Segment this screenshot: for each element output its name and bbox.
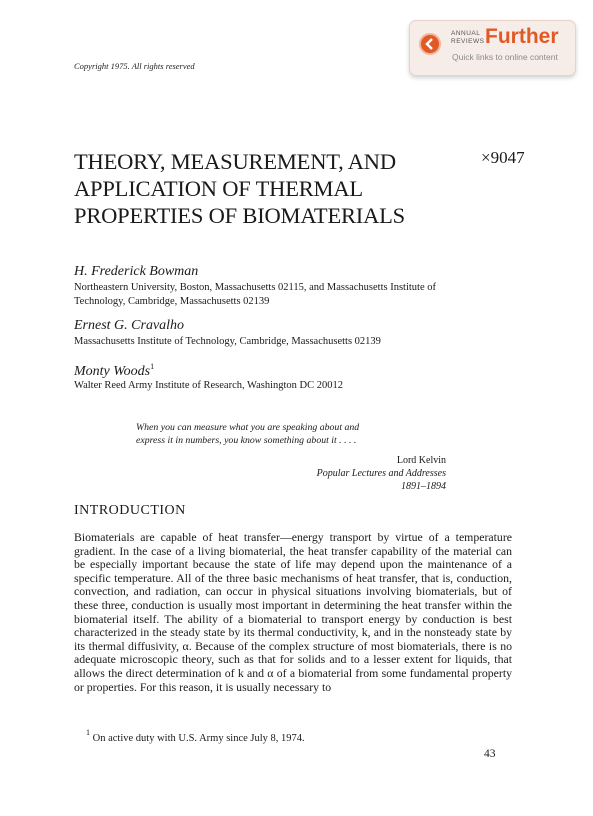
copyright-notice: Copyright 1975. All rights reserved [74, 61, 195, 71]
epigraph-author: Lord Kelvin [396, 455, 446, 466]
author-affiliation: Walter Reed Army Institute of Research, Washington DC 20012 [74, 380, 344, 391]
epigraph-source: Popular Lectures and Addresses [316, 468, 446, 479]
epigraph-attribution [280, 454, 446, 493]
epigraph-quote [136, 421, 426, 447]
epigraph-line: When you can measure what you are speaking about and [136, 422, 360, 433]
epigraph-years: 1891–1894 [401, 481, 446, 492]
further-banner[interactable] [409, 20, 576, 76]
reviews-line: REVIEWS [451, 37, 485, 45]
body-paragraph: Biomaterials are capable of heat transfer—energy transport by virtue of a temperature gradient. In the case of a living biomaterial, the heat transfer capability of the material can be especially important because the state of life may depend upon the maintenance of a specific temperature. All of the three basic mechanisms of heat transfer, that is, conduction, convection, and radiation, can occur in physical situations involving biomaterials, but of these three, conduction is usually most important in determining the heat transfer within the biomaterial itself. The ability of a biomaterial to transport energy by conduction is best characterized in the steady state by its thermal conductivity, k, and in the nonsteady state by its thermal diffusivity, α. Because of the complex structure of most biomaterials, there is no adequate microscopic theory, such as that for solids and to a lesser extent for liquids, that allows the direct determination of k and α of a biomaterial from some fundamental property or properties. For this reason, it is usually necessary to [74, 530, 512, 694]
author-name: Ernest G. Cravalho [74, 318, 185, 333]
annual-reviews-logo [451, 30, 484, 45]
further-brand: Further [485, 25, 559, 48]
footnote [86, 728, 305, 744]
author-affiliation: Massachusetts Institute of Technology, Cambridge, Massachusetts 02139 [74, 336, 381, 347]
author-name: H. Frederick Bowman [74, 264, 199, 279]
further-tagline: Quick links to online content [452, 52, 558, 62]
author-affiliation: Northeastern University, Boston, Massachusetts 02115, and Massachusetts Institute of Technology, Cambridge, Massachusetts 02139 [74, 282, 436, 307]
chevron-left-icon[interactable] [419, 33, 441, 55]
article-title: THEORY, MEASUREMENT, AND APPLICATION OF THERMAL PROPERTIES OF BIOMATERIALS [74, 149, 405, 228]
footnote-text: On active duty with U.S. Army since July 8, 1974. [92, 733, 305, 744]
annual-line: ANNUAL [451, 30, 481, 37]
section-heading: INTRODUCTION [74, 503, 186, 518]
author-name-with-note [74, 362, 154, 380]
footnote-marker: 1 [150, 362, 155, 371]
footnote-mark: 1 [86, 728, 90, 737]
epigraph-line: express it in numbers, you know something about it . . . . [136, 435, 357, 446]
article-code: ×9047 [481, 148, 525, 167]
author-name: Monty Woods [74, 364, 151, 379]
page-number: 43 [484, 748, 496, 760]
